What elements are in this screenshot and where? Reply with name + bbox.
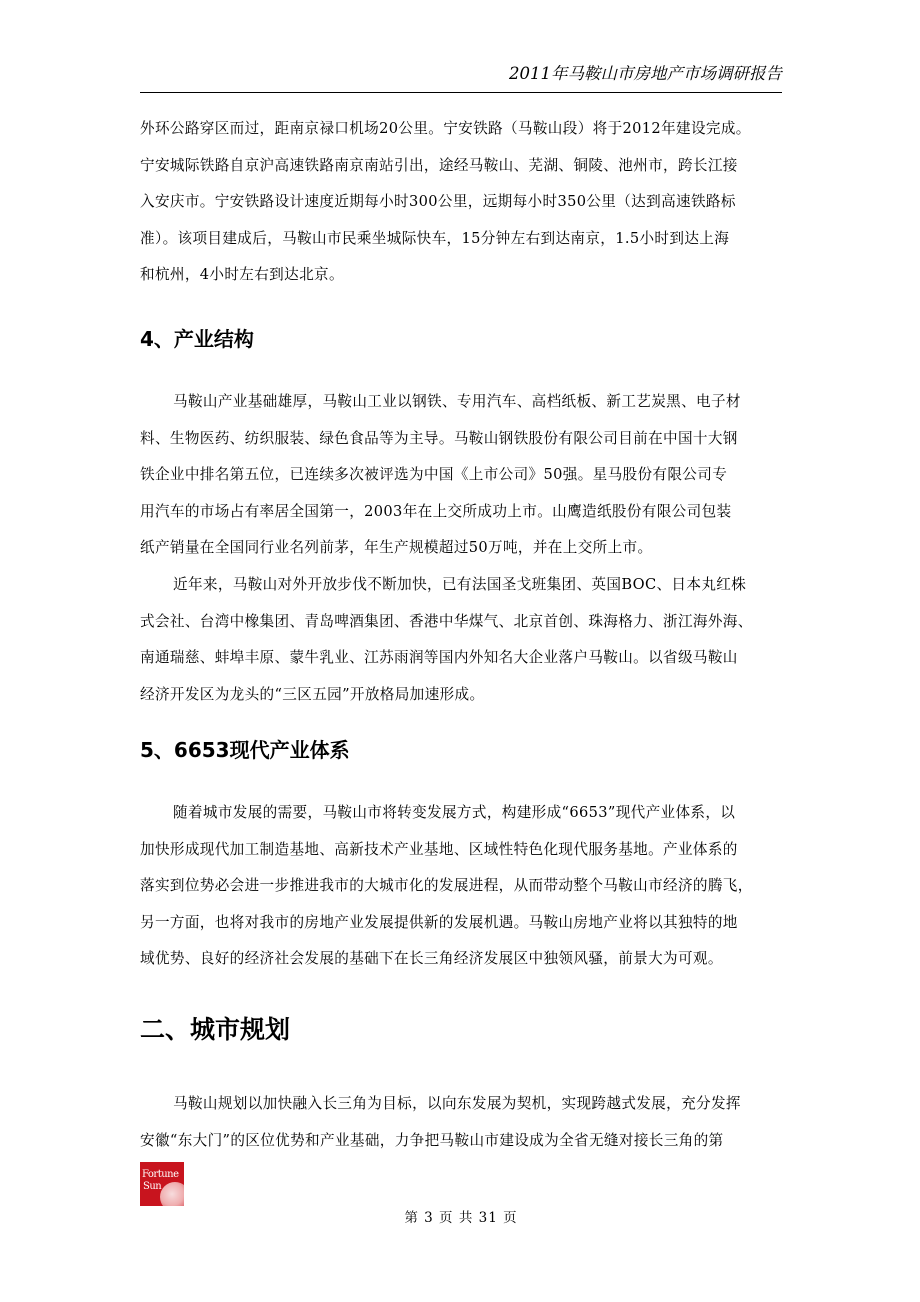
text-line: 铁企业中排名第五位，已连续多次被评选为中国《上市公司》50强。星马股份有限公司专: [140, 466, 728, 484]
paragraph-industry-base: [140, 384, 782, 567]
document-header: 2011年马鞍山市房地产市场调研报告: [509, 64, 782, 83]
page-number: 第 3 页 共 31 页: [404, 1210, 518, 1226]
text-line: 纸产销量在全国同行业名列前茅，年生产规模超过50万吨，并在上交所上市。: [140, 539, 653, 557]
text-line: 入安庆市。宁安铁路设计速度近期每小时300公里，远期每小时350公里（达到高速铁路标: [140, 193, 736, 211]
text-line: 马鞍山规划以加快融入长三角为目标，以向东发展为契机，实现跨越式发展，充分发挥: [173, 1095, 741, 1112]
paragraph-6653: [140, 795, 782, 978]
text-line: 南通瑞慈、蚌埠丰原、蒙牛乳业、江苏雨润等国内外知名大企业落户马鞍山。以省级马鞍山: [140, 649, 738, 667]
text-line: 和杭州，4小时左右到达北京。: [140, 266, 344, 284]
text-line: 安徽“东大门”的区位优势和产业基础，力争把马鞍山市建设成为全省无缝对接长三角的第: [140, 1131, 724, 1149]
text-line: 随着城市发展的需要，马鞍山市将转变发展方式，构建形成“6653”现代产业体系，以: [173, 804, 736, 821]
text-line: 加快形成现代加工制造基地、高新技术产业基地、区域性特色化现代服务基地。产业体系的: [140, 840, 738, 858]
paragraph-transport: [140, 111, 782, 294]
text-line: 域优势、良好的经济社会发展的基础下在长三角经济发展区中独领风骚，前景大为可观。: [140, 950, 723, 968]
text-line: 料、生物医药、纺织服装、绿色食品等为主导。马鞍山钢铁股份有限公司目前在中国十大钢: [140, 429, 738, 447]
logo-text-line2: Sun: [143, 1181, 162, 1192]
text-line: 马鞍山产业基础雄厚，马鞍山工业以钢铁、专用汽车、高档纸板、新工艺炭黑、电子材: [173, 393, 741, 410]
text-line: 宁安城际铁路自京沪高速铁路南京南站引出，途经马鞍山、芜湖、铜陵、池州市，跨长江接: [140, 156, 738, 174]
heading-industry-structure: 4、产业结构: [140, 327, 254, 351]
paragraph-city-planning: [140, 1086, 782, 1159]
text-line: 准）。该项目建成后，马鞍山市民乘坐城际快车，15分钟左右到达南京，1.5小时到达上海: [140, 229, 730, 247]
text-line: 式会社、台湾中橡集团、青岛啤酒集团、香港中华煤气、北京首创、珠海格力、浙江海外海、: [140, 612, 753, 630]
text-line: 经济开发区为龙头的“三区五园”开放格局加速形成。: [140, 685, 485, 703]
text-line: 近年来，马鞍山对外开放步伐不断加快，已有法国圣戈班集团、英国BOC、日本丸红株: [173, 576, 747, 593]
text-line: 落实到位势必会进一步推进我市的大城市化的发展进程，从而带动整个马鞍山市经济的腾飞，: [140, 877, 753, 895]
sun-logo-icon: [160, 1182, 184, 1206]
heading-city-planning: 二、城市规划: [140, 1015, 291, 1044]
text-line: 另一方面，也将对我市的房地产业发展提供新的发展机遇。马鞍山房地产业将以其独特的地: [140, 913, 738, 931]
text-line: 外环公路穿区而过，距南京禄口机场20公里。宁安铁路（马鞍山段）将于2012年建设完成。: [140, 120, 751, 137]
fortune-sun-logo: [140, 1162, 184, 1206]
text-line: 用汽车的市场占有率居全国第一，2003年在上交所成功上市。山鹰造纸股份有限公司包装: [140, 502, 732, 520]
heading-6653-system: 5、6653现代产业体系: [140, 738, 350, 762]
paragraph-opening-up: [140, 567, 782, 713]
header-rule: [140, 92, 782, 93]
logo-text-line1: Fortune: [142, 1169, 179, 1180]
